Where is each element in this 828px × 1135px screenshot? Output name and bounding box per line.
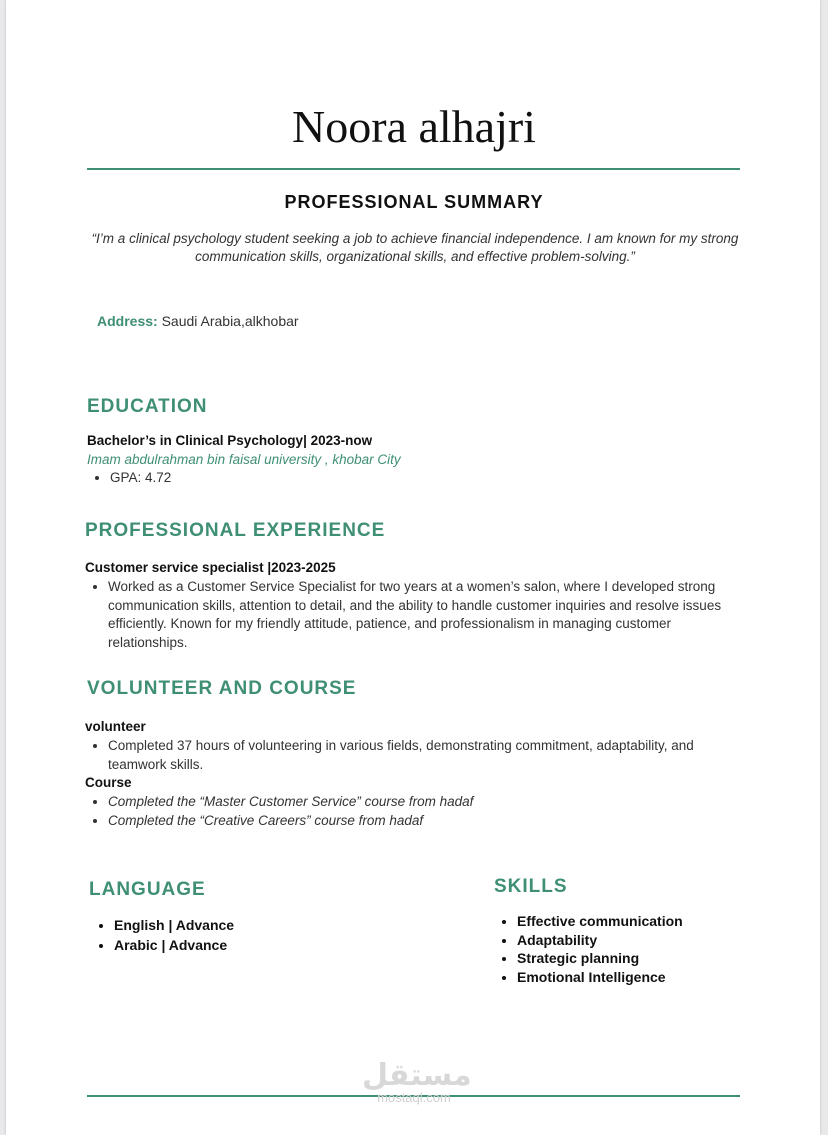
top-divider (87, 168, 740, 170)
summary-heading: PROFESSIONAL SUMMARY (284, 192, 544, 212)
candidate-name: Noora alhajri (292, 101, 536, 152)
watermark-text: mostaql.com (377, 1090, 451, 1105)
list-item: • Arabic | Advance (114, 935, 414, 955)
list-item: • English | Advance (114, 915, 414, 935)
volunteer-label: volunteer (85, 719, 146, 734)
list-item: • Worked as a Customer Service Specialist for two years at a women’s salon, where I developed strong communication skills, attention to detail, and the ability to handle customer inquiries and resolve issues efficiently. Known for my friendly attitude, patience, and professionalism in managing customer relationships. (108, 578, 748, 652)
summary-text: “I’m a clinical psychology student seeking a job to achieve financial independence. I am known for my strong communication skills, organizational skills, and effective problem-solving.” (91, 231, 739, 264)
list-item: • Completed 37 hours of volunteering in various fields, demonstrating commitment, adaptability, and teamwork skills. (108, 737, 748, 774)
language-heading: LANGUAGE (89, 879, 206, 900)
volunteer-list (86, 737, 748, 774)
education-list (88, 469, 750, 488)
list-item: • Strategic planning (517, 949, 817, 968)
role-title: Customer service specialist |2023-2025 (85, 560, 336, 575)
address-value: Saudi Arabia,alkhobar (157, 313, 299, 329)
experience-heading: PROFESSIONAL EXPERIENCE (85, 520, 386, 541)
list-item: • Adaptability (517, 931, 817, 950)
volunteer-heading: VOLUNTEER AND COURSE (87, 678, 357, 699)
institution-name: Imam abdulrahman bin faisal university , khobar City (87, 452, 401, 467)
list-item: • Emotional Intelligence (517, 968, 817, 987)
degree-title: Bachelor’s in Clinical Psychology| 2023-now (87, 433, 373, 448)
language-list (92, 915, 414, 955)
address-label: Address: (97, 313, 158, 329)
list-item: • Completed the “Master Customer Service” course from hadaf (108, 793, 748, 812)
list-item: • Completed the “Creative Careers” course from hadaf (108, 812, 748, 831)
watermark-glyph: مستقل (362, 1059, 472, 1092)
course-label: Course (85, 775, 132, 790)
watermark (362, 1059, 472, 1105)
address-line (97, 313, 299, 329)
experience-list (86, 578, 748, 652)
list-item: • GPA: 4.72 (110, 469, 750, 488)
course-list (86, 793, 748, 830)
education-heading: EDUCATION (87, 396, 208, 417)
skills-heading: SKILLS (494, 876, 568, 897)
skills-list (495, 912, 817, 986)
list-item: • Effective communication (517, 912, 817, 931)
